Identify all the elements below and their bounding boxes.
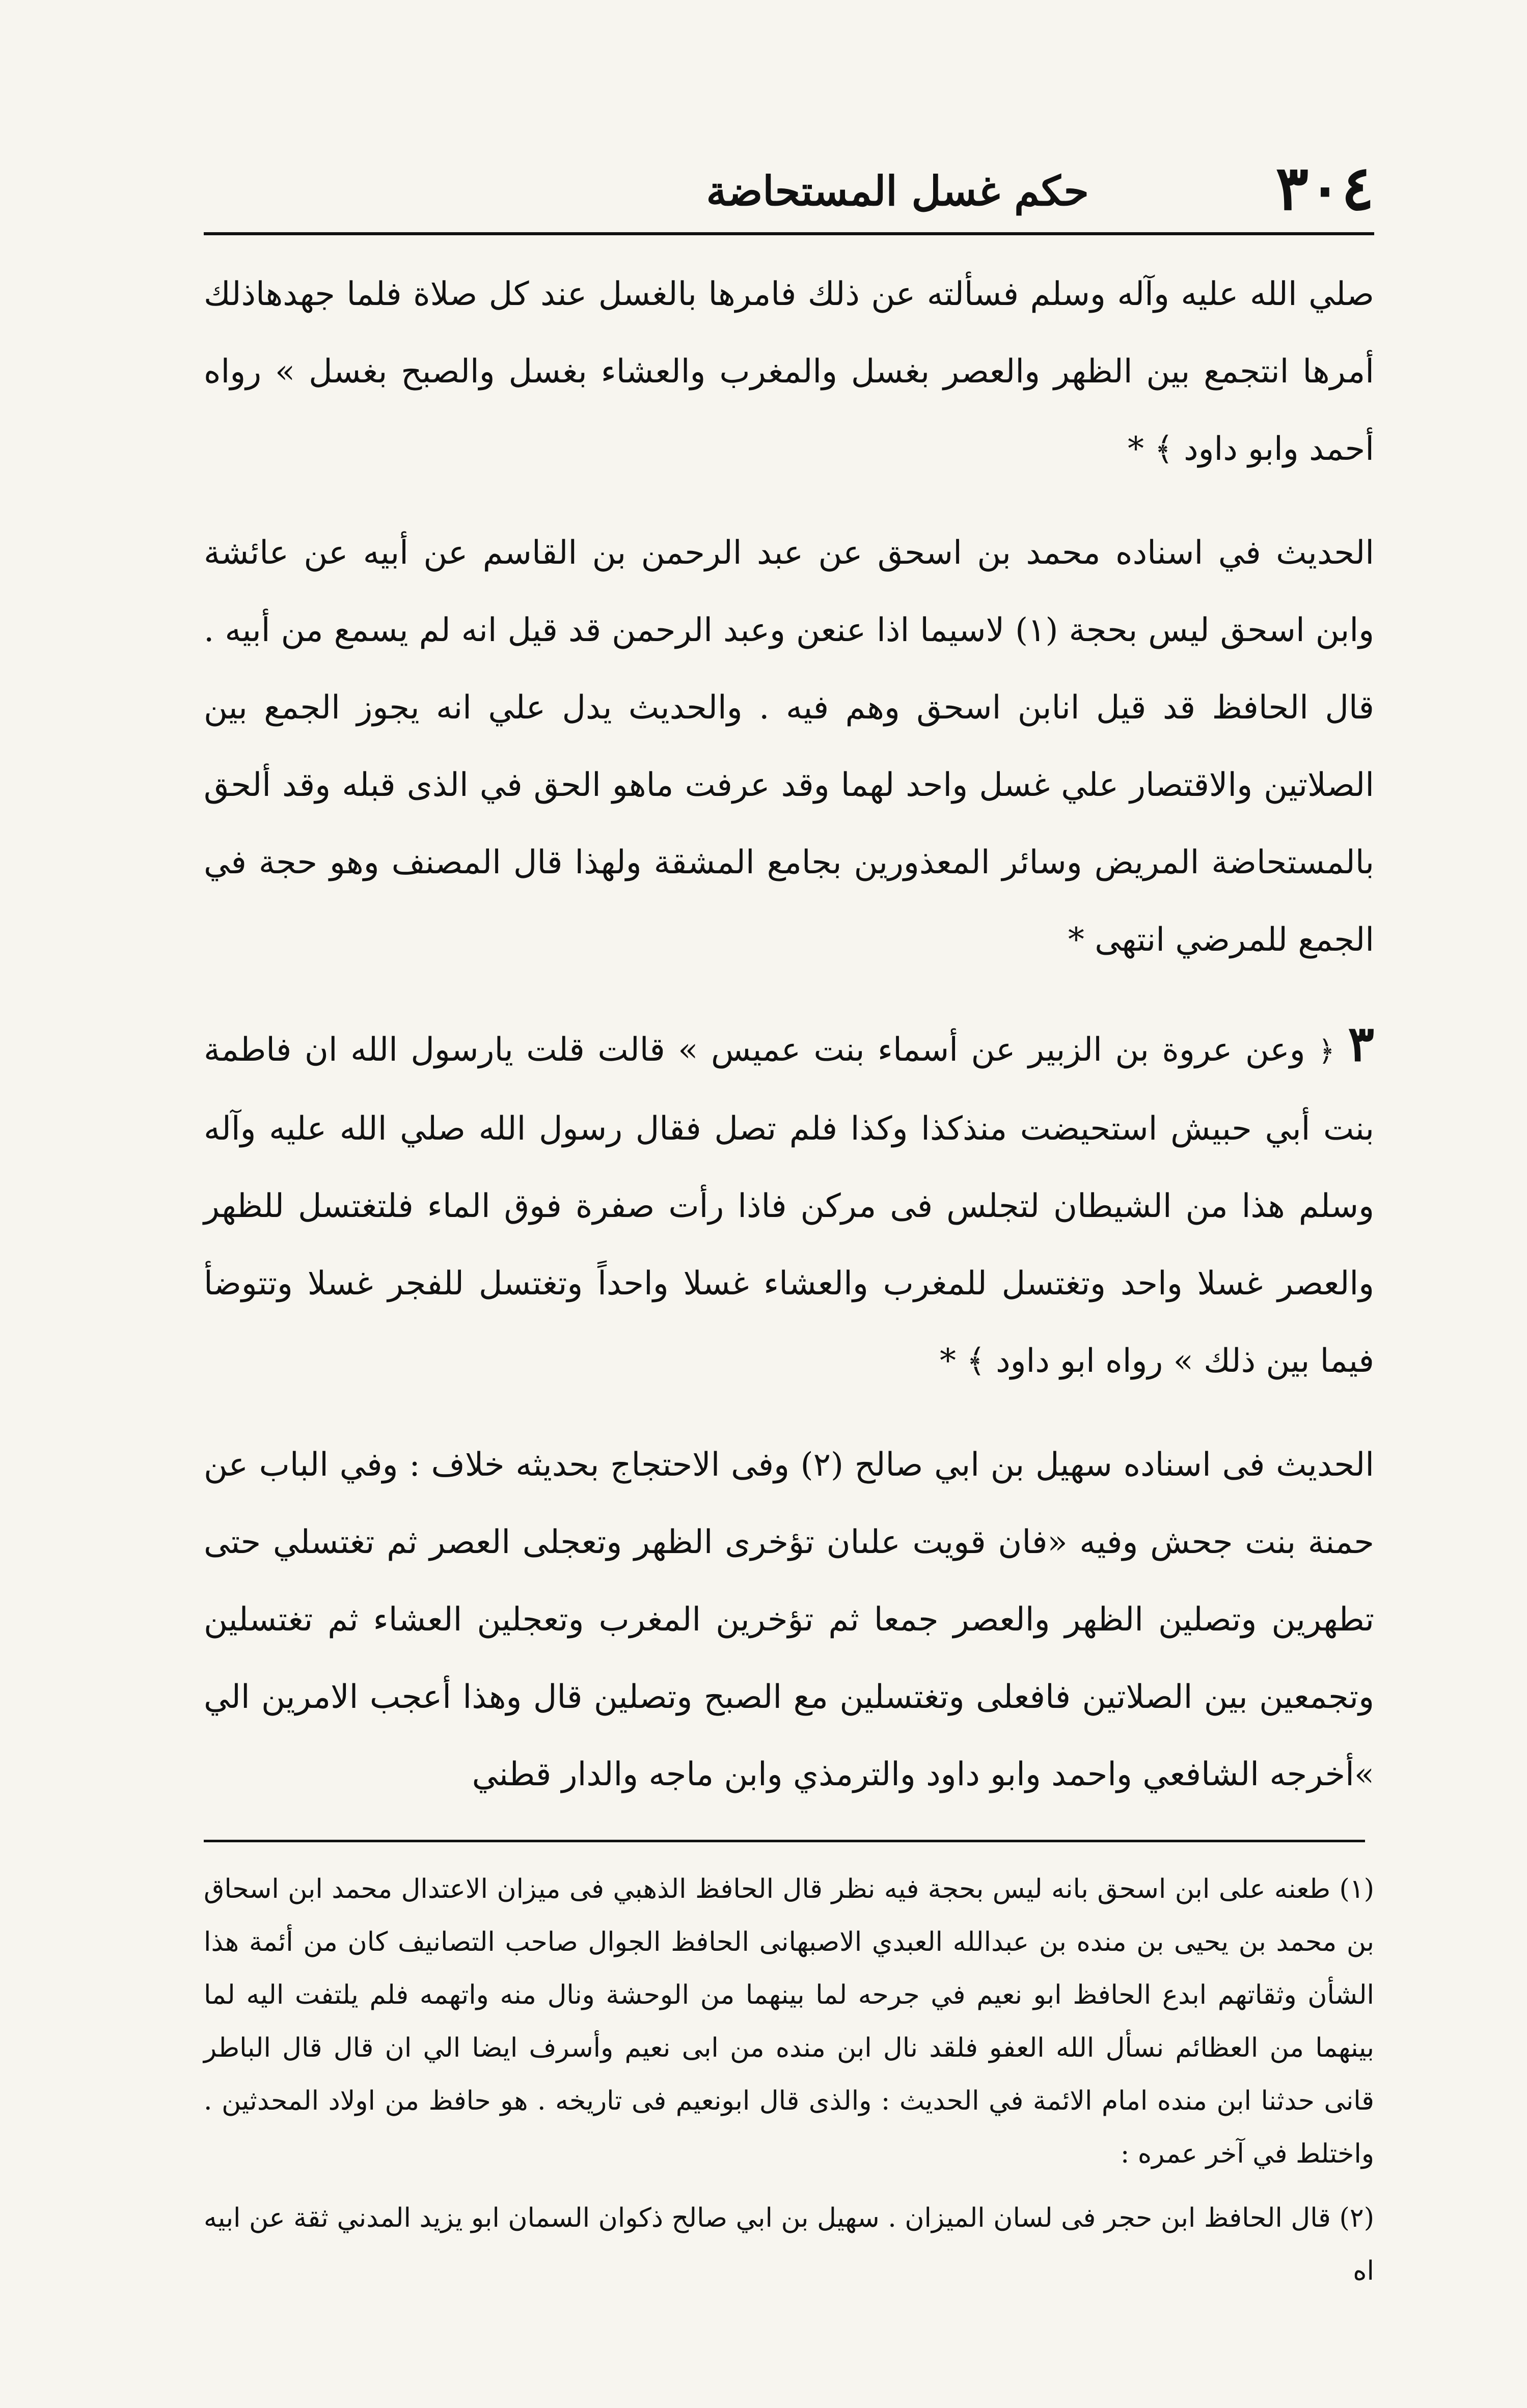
footnote-rule: [204, 1840, 1365, 1842]
running-title: حكم غسل المستحاضة: [706, 167, 1089, 215]
ornament-icon: ﴿: [1318, 1035, 1335, 1068]
footnotes: [204, 1863, 1374, 2298]
paragraph-commentary-1: الحديث في اسناده محمد بن اسحق عن عبد الرحمن بن القاسم عن أبيه عن عائشة وابن اسحق ليس بحجة (١) لاسيما اذا عنعن وعبد الرحمن قد قيل انه لم يسمع من أبيه . قال الحافظ قد قيل انابن اسحق وهم فيه . والحديث يدل علي انه يجوز الجمع بين الصلاتين والاقتصار علي غسل واحد لهما وقد عرفت ماهو الحق في الذى قبله وقد ألحق بالمستحاضة المريض وسائر المعذورين بجامع المشقة ولهذا قال المصنف وهو حجة في الجمع للمرضي انتهى *: [204, 534, 1375, 959]
footnote-2: (٢) قال الحافظ ابن حجر فى لسان الميزان . سهيل بن ابي صالح ذكوان السمان ابو يزيد المدني ثقة عن ابيه اه: [204, 2203, 1375, 2286]
hadith-text: وعن عروة بن الزبير عن أسماء بنت عميس » قالت قلت يارسول الله ان فاطمة بنت أبي حبيش استحيضت منذكذا وكذا فلم تصل فقال رسول الله صلي الله عليه وآله وسلم هذا من الشيطان لتجلس فى مركن فاذا رأت صفرة فوق الماء فلتغتسل للظهر والعصر غسلا واحد وتغتسل للمغرب والعشاء غسلا واحداً وتغتسل للفجر غسلا وتتوضأ فيما بين ذلك » رواه ابو داود ﴾ *: [204, 1031, 1374, 1380]
paragraph-commentary-2: الحديث فى اسناده سهيل بن ابي صالح (٢) وفى الاحتجاج بحديثه خلاف : وفي الباب عن حمنة بنت جحش وفيه «فان قويت علىان تؤخرى الظهر وتعجلى العصر ثم تغتسلي حتى تطهرين وتصلين الظهر والعصر جمعا ثم تؤخرين المغرب وتعجلين العشاء ثم تغتسلين وتجمعين بين الصلاتين فافعلى وتغتسلين مع الصبح وتصلين قال وهذا أعجب الامرين الي »أخرجه الشافعي واحمد وابو داود والترمذي وابن ماجه والدار قطني: [204, 1446, 1375, 1793]
hadith-number: ٣: [1348, 1015, 1375, 1072]
footnote-1: (١) طعنه على ابن اسحق بانه ليس بحجة فيه نظر قال الحافظ الذهبي فى ميزان الاعتدال محمد ابن اسحاق بن محمد بن يحيى بن منده بن عبدالله العبدي الاصبهانى الحافظ الجوال صاحب التصانيف كان من أئمة هذا الشأن وثقاتهم ابدع الحافظ ابو نعيم في جرحه لما بينهما من الوحشة ونال منه واتهمه فلم يلتفت اليه لما بينهما من العظائم نسأل الله العفو فلقد نال ابن منده من ابى نعيم وأسرف ايضا الي ان قال قال الباطر قانى حدثنا ابن منده امام الائمة في الحديث : والذى قال ابونعيم فى تاريخه . هو حافظ من اولاد المحدثين . واختلط في آخر عمره :: [204, 1874, 1374, 2169]
header-rule: [204, 232, 1374, 235]
paragraph-continuation: صلي الله عليه وآله وسلم فسألته عن ذلك فامرها بالغسل عند كل صلاة فلما جهدهاذلك أمرها انتجمع بين الظهر والعصر بغسل والمغرب والعشاء بغسل والصبح بغسل » رواه أحمد وابو داود ﴾ *: [204, 275, 1374, 468]
page-header: [204, 153, 1374, 224]
paragraph-hadith-3: [204, 1005, 1374, 1400]
main-text: [204, 256, 1374, 1813]
page-number: ٣٠٤: [1275, 152, 1374, 224]
